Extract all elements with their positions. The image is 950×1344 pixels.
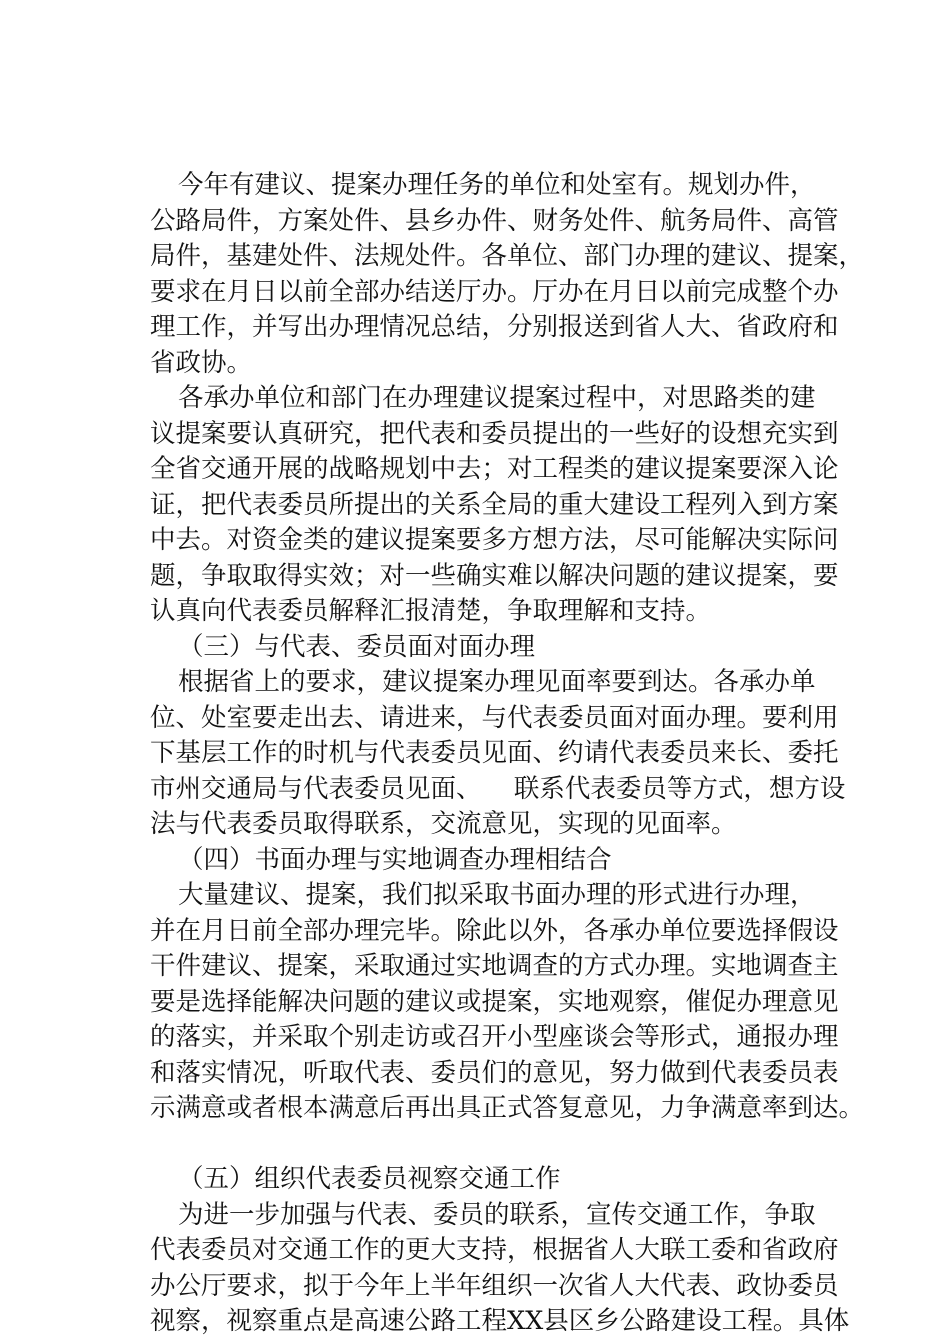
paragraph-line: 和落实情况，听取代表、委员们的意见，努力做到代表委员表	[150, 1057, 839, 1088]
section-heading: （四）书面办理与实地调查办理相结合	[178, 844, 612, 875]
paragraph-line: 示满意或者根本满意后再出具正式答复意见，力争满意率到达。	[150, 1093, 865, 1123]
paragraph-line: 位、处室要走出去、请进来，与代表委员面对面办理。要利用	[150, 702, 839, 733]
paragraph-line: 下基层工作的时机与代表委员见面、约请代表委员来长、委托	[150, 738, 839, 768]
paragraph-line: 公路局件，方案处件、县乡办件、财务处件、航务局件、高管	[150, 205, 839, 236]
paragraph-line: 并在月日前全部办理完毕。除此以外，各承办单位要选择假设	[150, 915, 839, 946]
paragraph-line: 干件建议、提案，采取通过实地调查的方式办理。实地调查主	[150, 951, 839, 981]
paragraph-line: 视察，视察重点是高速公路工程XX县区乡公路建设工程。具体	[150, 1306, 850, 1336]
paragraph-line: 题，争取取得实效；对一些确实难以解决问题的建议提案，要	[150, 560, 839, 591]
paragraph-line: 理工作，并写出办理情况总结，分别报送到省人大、省政府和	[150, 312, 839, 342]
paragraph-line: 要求在月日以前全部办结送厅办。厅办在月日以前完成整个办	[150, 276, 839, 307]
body-text	[150, 168, 865, 1340]
paragraph-line: 法与代表委员取得联系，交流意见，实现的见面率。	[150, 809, 737, 839]
paragraph-line: 证，把代表委员所提出的关系全局的重大建设工程列入到方案	[150, 489, 839, 520]
paragraph-line: 省政协。	[150, 347, 253, 378]
paragraph-line: 局件，基建处件、法规处件。各单位、部门办理的建议、提案，	[150, 241, 865, 271]
section-heading: （五）组织代表委员视察交通工作	[178, 1164, 561, 1194]
paragraph-line: 办公厅要求，拟于今年上半年组织一次省人大代表、政协委员	[150, 1270, 839, 1301]
paragraph-line: 今年有建议、提案办理任务的单位和处室有。规划办件，	[178, 170, 816, 200]
paragraph-line: 市州交通局与代表委员见面、 联系代表委员等方式，想方设	[150, 773, 846, 804]
paragraph-line: 议提案要认真研究，把代表和委员提出的一些好的设想充实到	[150, 418, 839, 449]
blank-line	[150, 1127, 840, 1163]
paragraph-line: 代表委员对交通工作的更大支持，根据省人大联工委和省政府	[150, 1235, 839, 1265]
paragraph-line: 要是选择能解决问题的建议或提案，实地观察，催促办理意见	[150, 986, 839, 1017]
paragraph-line: 根据省上的要求，建议提案办理见面率要到达。各承办单	[178, 667, 816, 697]
paragraph-line: 各承办单位和部门在办理建议提案过程中，对思路类的建	[178, 383, 816, 413]
paragraph-line: 大量建议、提案，我们拟采取书面办理的形式进行办理，	[178, 880, 816, 910]
paragraph-line: 的落实，并采取个别走访或召开小型座谈会等形式，通报办理	[150, 1022, 839, 1052]
paragraph-line: 为进一步加强与代表、委员的联系，宣传交通工作，争取	[178, 1199, 816, 1230]
section-heading: （三）与代表、委员面对面办理	[178, 631, 536, 662]
paragraph-line: 认真向代表委员解释汇报清楚，争取理解和支持。	[150, 596, 712, 626]
paragraph-line: 中去。对资金类的建议提案要多方想方法，尽可能解决实际问	[150, 525, 839, 555]
paragraph-line: 全省交通开展的战略规划中去；对工程类的建议提案要深入论	[150, 454, 839, 484]
